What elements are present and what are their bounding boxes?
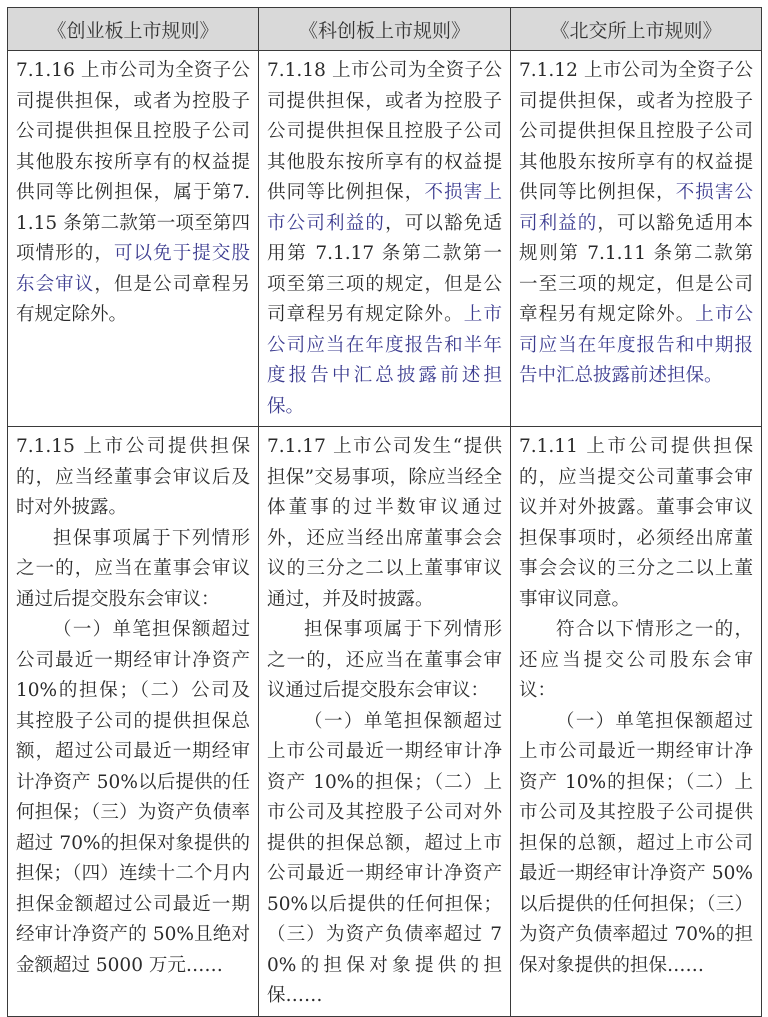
clause-text bbox=[16, 56, 250, 331]
clause-paragraph: （一）单笔担保额超过上市公司最近一期经审计净资产 10%的担保；（二）上市公司及其控股子公司对外提供的担保总额，超过上市公司最近一期经审计净资产 50%以后提供的任何担保；（三）为资产负债率超过 70%的担保对象提供的担保…… bbox=[267, 710, 502, 1006]
clause-text-part: ，但是公司章程另有规定除外。 bbox=[16, 273, 250, 325]
cell-bse-7-1-12 bbox=[511, 51, 762, 427]
rules-comparison-table bbox=[7, 7, 762, 1017]
clause-text: 7.1.17 上市公司发生“提供担保”交易事项，除应当经全体董事的过半数审议通过外，还应当经出席董事会会议的三分之二以上董事审议通过，并及时披露。 bbox=[267, 436, 502, 610]
header-chinext-rules: 《创业板上市规则》 bbox=[8, 8, 259, 51]
clause-text-part: 7.1.16 上市公司为全资子公司提供担保，或者为控股子公司提供担保且控股子公司其他股东按所享有的权益提供同等比例担保，属于第7.1.15 条第二款第一项至第四项情形的， bbox=[16, 60, 250, 264]
highlighted-text: 不损害公司利益的 bbox=[519, 182, 753, 234]
clause-text-part: ，可以豁免适用本规则第 7.1.11 条第二款第一至三项的规定，但是公司章程另有规定除外。 bbox=[519, 212, 753, 325]
clause-paragraph: 符合以下情形之一的，还应当提交公司股东会审议： bbox=[519, 619, 753, 701]
clause-text: 7.1.15 上市公司提供担保的，应当经董事会审议后及时对外披露。 bbox=[16, 436, 250, 518]
cell-chinext-7-1-16 bbox=[8, 51, 259, 427]
clause-text bbox=[519, 56, 753, 392]
table-row bbox=[8, 51, 762, 427]
cell-star-7-1-17 bbox=[259, 427, 511, 1017]
header-row bbox=[8, 8, 762, 51]
highlighted-text: 上市公司应当在年度报告和中期报告中汇总披露前述担保。 bbox=[519, 304, 753, 386]
highlighted-text: 上市公司应当在年度报告和半年度报告中汇总披露前述担保。 bbox=[267, 304, 502, 417]
clause-text: 7.1.11 上市公司提供担保的，应当提交公司董事会审议并对外披露。董事会审议担保事项时，必须经出席董事会会议的三分之二以上董事审议同意。 bbox=[519, 436, 753, 610]
header-star-market-rules: 《科创板上市规则》 bbox=[259, 8, 511, 51]
highlighted-text: 不损害上市公司利益的 bbox=[267, 182, 502, 234]
clause-text-part: ，可以豁免适用第 7.1.17 条第二款第一项至第三项的规定，但是公司章程另有规定除外。 bbox=[267, 212, 502, 325]
cell-star-7-1-18 bbox=[259, 51, 511, 427]
clause-text-part: 7.1.12 上市公司为全资子公司提供担保，或者为控股子公司提供担保且控股子公司其他股东按所享有的权益提供同等比例担保， bbox=[519, 60, 753, 203]
cell-bse-7-1-11 bbox=[511, 427, 762, 1017]
header-bse-rules: 《北交所上市规则》 bbox=[511, 8, 762, 51]
clause-paragraph: （一）单笔担保额超过上市公司最近一期经审计净资产 10%的担保；（二）上市公司及其控股子公司提供担保的总额，超过上市公司最近一期经审计净资产 50%以后提供的任何担保；（三）为资产负债率超过 70%的担保对象提供的担保…… bbox=[519, 710, 753, 976]
cell-chinext-7-1-15 bbox=[8, 427, 259, 1017]
clause-paragraph: 担保事项属于下列情形之一的，还应当在董事会审议通过后提交股东会审议： bbox=[267, 619, 502, 701]
clause-paragraph: （一）单笔担保额超过公司最近一期经审计净资产 10%的担保；（二）公司及其控股子公司的提供担保总额，超过公司最近一期经审计净资产 50%以后提供的任何担保；（三）为资产负债率超过 70%的担保对象提供的担保；（四）连续十二个月内担保金额超过公司最近一期经审计净资产的 50%且绝对金额超过 5000 万元…… bbox=[16, 619, 250, 976]
table-row bbox=[8, 427, 762, 1017]
highlighted-text: 可以免于提交股东会审议 bbox=[16, 243, 250, 295]
clause-text-part: 7.1.18 上市公司为全资子公司提供担保，或者为控股子公司提供担保且控股子公司其他股东按所享有的权益提供同等比例担保， bbox=[267, 60, 502, 203]
clause-paragraph: 担保事项属于下列情形之一的，应当在董事会审议通过后提交股东会审议： bbox=[16, 527, 250, 610]
clause-text bbox=[267, 56, 502, 422]
